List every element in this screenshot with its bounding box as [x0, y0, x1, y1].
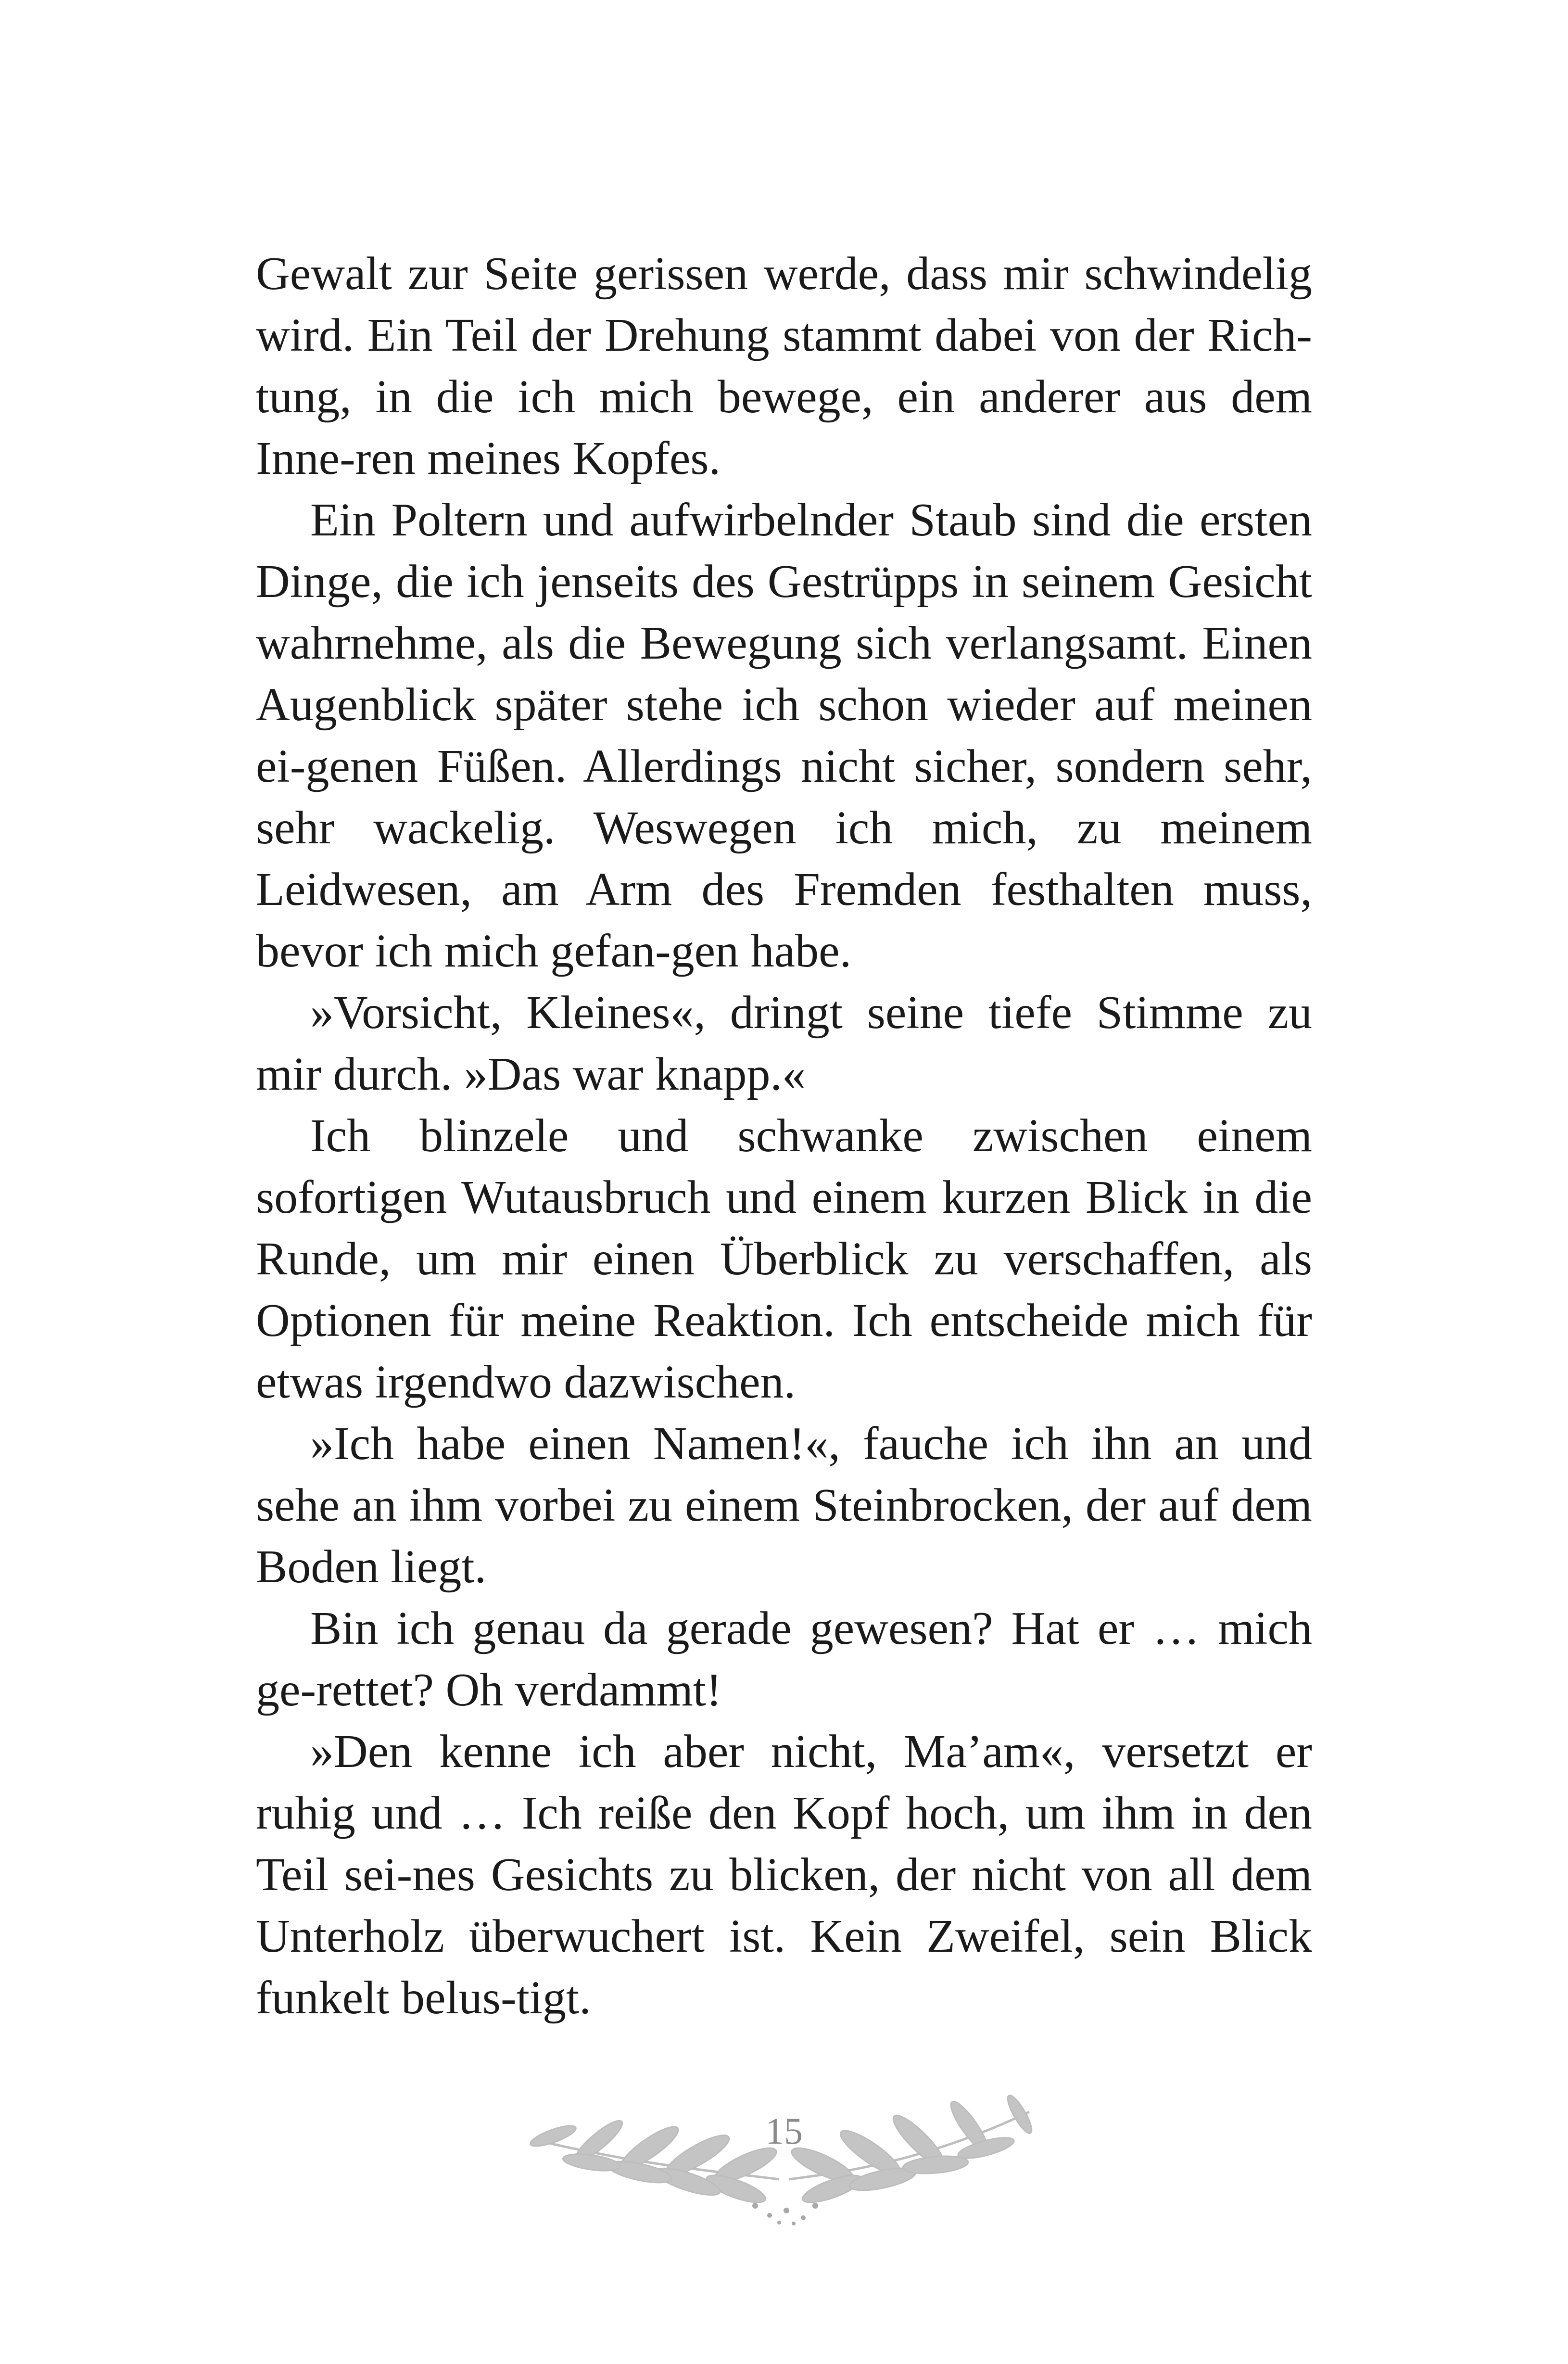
- paragraph: Bin ich genau da gerade gewesen? Hat er … mich ge-rettet? Oh verdammt!: [256, 1602, 1312, 1716]
- paragraph: »Vorsicht, Kleines«, dringt seine tiefe Stimme zu mir durch. »Das war knapp.«: [256, 987, 1312, 1100]
- page-footer: [495, 2069, 1073, 2227]
- body-text: [256, 243, 1312, 2029]
- page-number: 15: [765, 2110, 803, 2152]
- paragraph: Ein Poltern und aufwirbelnder Staub sind die ersten Dinge, die ich jenseits des Gestrüpps in seinem Gesicht wahrnehme, als die Bewegung sich verlangsamt. Einen Augenblick später stehe ich schon wieder auf meinen ei-genen Füßen. Allerdings nicht sicher, sondern sehr, sehr wackelig. Weswegen ich mich, zu meinem Leidwesen, am Arm des Fremden festhalten muss, bevor ich mich gefan-gen habe.: [256, 494, 1312, 977]
- paragraph: »Ich habe einen Namen!«, fauche ich ihn an und sehe an ihm vorbei zu einem Steinbrocken, der auf dem Boden liegt.: [256, 1418, 1312, 1593]
- paragraph: »Den kenne ich aber nicht, Ma’am«, versetzt er ruhig und … Ich reiße den Kopf hoch, um ihm in den Teil sei-nes Gesichts zu blicken, der nicht von all dem Unterholz überwuchert ist. Kein Zweifel, sein Blick funkelt belus-tigt.: [256, 1726, 1312, 2024]
- paragraph: Ich blinzele und schwanke zwischen einem sofortigen Wutausbruch und einem kurzen Blick in die Runde, um mir einen Überblick zu verschaffen, als Optionen für meine Reaktion. Ich entscheide mich für etwas irgendwo dazwischen.: [256, 1110, 1312, 1408]
- paragraph: Gewalt zur Seite gerissen werde, dass mir schwindelig wird. Ein Teil der Drehung stammt dabei von der Rich-tung, in die ich mich bewege, ein anderer aus dem Inne-ren meines Kopfes.: [256, 248, 1312, 484]
